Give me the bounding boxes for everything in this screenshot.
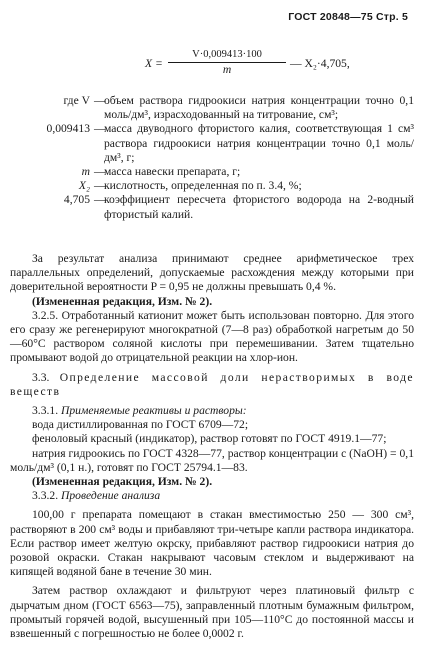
definition-symbol: X₂ (78, 179, 90, 193)
reagent-item: натрия гидроокись по ГОСТ 4328—77, раствор концентрации с (NaOH) = 0,1 моль/дм³ (0,1 н.), готовят по ГОСТ 25794.1—83. (10, 446, 414, 474)
definition-symbol: 0,009413 (46, 122, 90, 136)
definition-item: m — масса навески препарата, г; (10, 165, 414, 179)
paragraph-3-3-2: 100,00 г препарата помещают в стакан вместимостью 250 — 300 см³, растворяют в 200 см³ воды и прибавляют три-четыре капли раствора индикатора. Если раствор имеет желтую окрску, прибавляют раствор гидроокиси натрия до розовой окраски. Стакан накрывают часовым стеклом и выдерживают на кипящей водяной бане в течение 30 мин. (10, 508, 414, 579)
definition-item: 4,705 — коэффициент пересчета фтористого водорода на 2-водный фтористый калий. (10, 193, 414, 221)
reagent-item: феноловый красный (индикатор), раствор готовят по ГОСТ 4919.1—77; (32, 432, 387, 446)
definition-text: масса навески препарата, г; (104, 165, 241, 179)
formula-numerator: V·0,009413·100 (168, 49, 286, 63)
section-number: 3.3.1. (32, 404, 59, 418)
definition-text: коэффициент пересчета фтористого водорода на 2-водный фтористый калий. (104, 193, 414, 221)
section-number: 3.3.2. (32, 489, 59, 503)
edit-note: (Измененная редакция, Изм. № 2). (32, 294, 213, 308)
final-paragraph: Затем раствор охлаждают и фильтруют через платиновый фильтр с дырчатым дном (ГОСТ 6563—75), заправленный плотным бумажным фильтром, промытый горячей водой, высушенный при 105—110°С до постоянной массы и взвешенный с погрешностью не более 0,0002 г. (10, 584, 414, 641)
formula-denominator: m (222, 63, 232, 76)
formula-rhs: — X₂·4,705, (290, 57, 350, 70)
section-number: 3.3. (32, 370, 50, 384)
definition-item: где V — объем раствора гидроокиси натрия концентрации точно 0,1 моль/дм³, израсходованный на титрование, см³; (10, 94, 414, 122)
definition-item: X₂ — кислотность, определенная по п. 3.4, %; (10, 179, 414, 193)
definition-item: 0,009413 — масса двуводного фтористого калия, соответствующая 1 см³ раствора гидроокиси натрия концентрации точно 0,1 моль/дм³, г; (10, 122, 414, 165)
section-title: Проведение анализа (61, 489, 161, 503)
definitions-list (10, 94, 414, 222)
section-title: Определение массовой доли нерастворимых в воде веществ (10, 370, 414, 398)
result-paragraph: За результат анализа принимают среднее арифметическое трех параллельных определений, допускаемые расхождения между которыми при доверительной вероятности P = 0,95 не должны превышать 0,4 %. (10, 252, 414, 294)
reagent-item: вода дистиллированная по ГОСТ 6709—72; (32, 418, 249, 432)
formula-lhs: X = (145, 57, 163, 70)
edit-note: (Измененная редакция, Изм. № 2). (32, 475, 213, 489)
body-text (10, 252, 414, 641)
definition-symbol: m (81, 165, 90, 179)
section-3-3-1-heading (10, 404, 414, 418)
page-header: ГОСТ 20848—75 Стр. 5 (288, 11, 408, 23)
section-3-3-heading (10, 371, 414, 399)
section-title: Применяемые реактивы и растворы: (61, 404, 247, 418)
definition-text: кислотность, определенная по п. 3.4, %; (104, 179, 302, 193)
definition-text: объем раствора гидроокиси натрия концентрации точно 0,1 моль/дм³, израсходованный на титрование, см³; (104, 94, 414, 122)
definition-symbol: 4,705 (63, 193, 90, 207)
definition-text: масса двуводного фтористого калия, соответствующая 1 см³ раствора гидроокиси натрия концентрации точно 0,1 моль/дм³, г; (104, 122, 414, 164)
definition-symbol: где V (63, 94, 90, 107)
paragraph-3-2-5: 3.2.5. Отработанный катионит может быть использован повторно. Для этого его сразу же регенерируют многократной (7—8 раз) обработкой нагретым до 50—60°С раствором соляной кислоты при перемешивании. Затем тщательно промывают водой до отрицательной реакции на хлор-ион. (10, 308, 414, 365)
formula (0, 40, 422, 80)
section-3-3-2-heading (10, 489, 414, 503)
formula-fraction (168, 49, 286, 77)
